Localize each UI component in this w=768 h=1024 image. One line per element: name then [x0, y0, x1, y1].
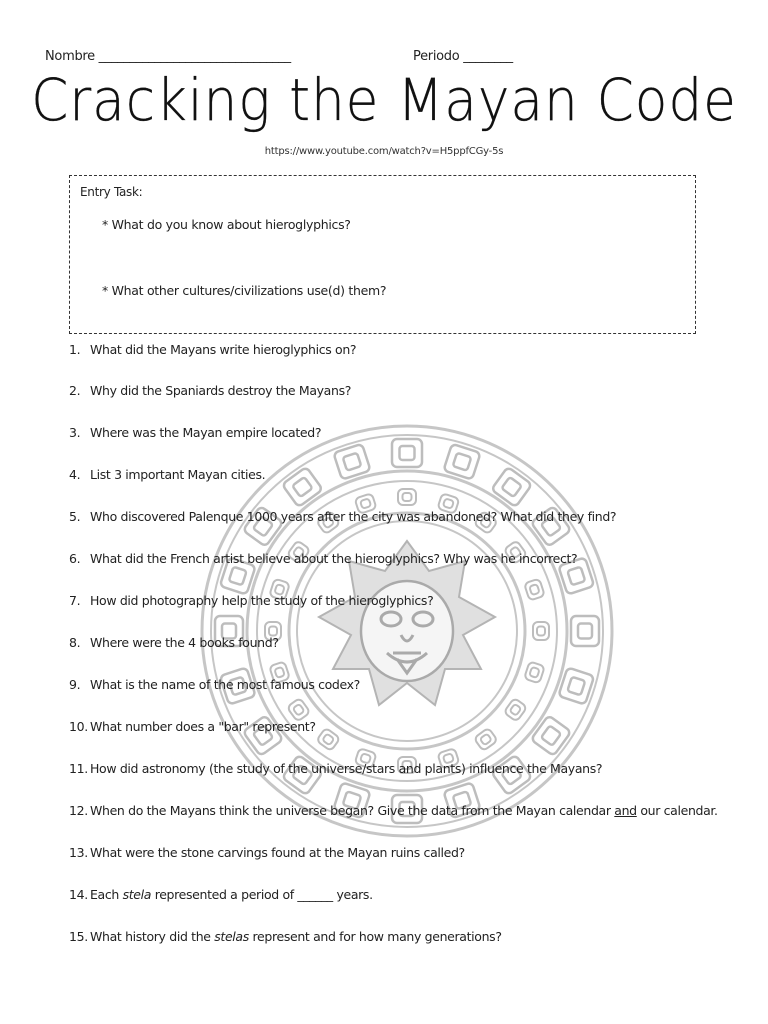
question-12: 12. When do the Mayans think the universe began? Give the data from the Mayan calendar and our calendar.	[69, 803, 718, 818]
question-13: 13. What were the stone carvings found at the Mayan ruins called?	[69, 845, 465, 860]
entry-task-box	[69, 175, 696, 334]
question-6: 6. What did the French artist believe about the hieroglyphics? Why was he incorrect?	[69, 551, 578, 566]
video-url[interactable]: https://www.youtube.com/watch?v=H5ppfCGy-5s	[264, 146, 504, 157]
question-5: 5. Who discovered Palenque 1000 years after the city was abandoned? What did they find?	[69, 509, 617, 524]
page-title: Cracking the Mayan Code	[31, 66, 737, 134]
question-3: 3. Where was the Mayan empire located?	[69, 425, 322, 440]
question-14: 14. Each stela represented a period of ______ years.	[69, 887, 373, 902]
name-field-label: Nombre _______________________________	[45, 49, 291, 64]
question-1: 1. What did the Mayans write hieroglyphics on?	[69, 342, 357, 357]
mayan-calendar-icon	[197, 421, 617, 841]
question-4: 4. List 3 important Mayan cities.	[69, 467, 266, 482]
question-9: 9. What is the name of the most famous codex?	[69, 677, 360, 692]
period-field-label: Periodo ________	[413, 49, 513, 64]
question-7: 7. How did photography help the study of the hieroglyphics?	[69, 593, 434, 608]
question-15: 15. What history did the stelas represent and for how many generations?	[69, 929, 502, 944]
question-2: 2. Why did the Spaniards destroy the Mayans?	[69, 383, 352, 398]
question-11: 11. How did astronomy (the study of the universe/stars and plants) influence the Mayans?	[69, 761, 603, 776]
entry-task-question-2: * What other cultures/civilizations use(d) them?	[102, 283, 387, 298]
question-10: 10. What number does a "bar" represent?	[69, 719, 316, 734]
question-8: 8. Where were the 4 books found?	[69, 635, 279, 650]
entry-task-question-1: * What do you know about hieroglyphics?	[102, 217, 351, 232]
entry-task-title: Entry Task:	[80, 185, 143, 199]
